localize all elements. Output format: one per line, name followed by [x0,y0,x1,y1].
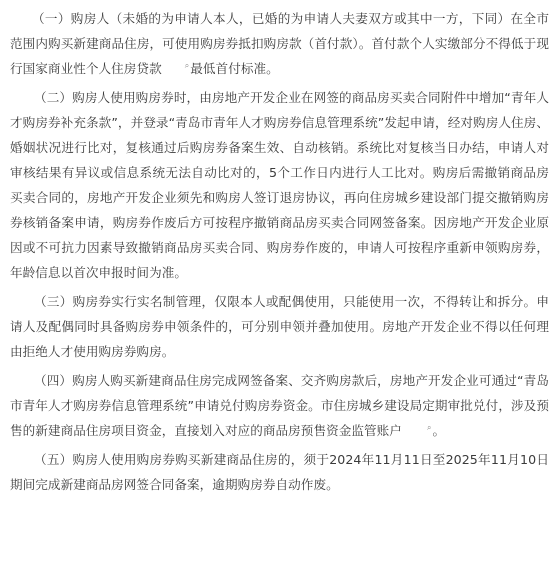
paragraph-1-text-end: 最低首付标准。 [190,61,279,76]
paragraph-1 [10,6,549,81]
paragraph-1-text: （一）购房人（未婚的为申请人本人，已婚的为申请人夫妻双方或其中一方，下同）在全市范围内购买新建商品住房，可使用购房券抵扣购房款（首付款）。首付款个人实缴部分不得低于现行国家商业性个人住房贷款 [10,11,549,76]
search-icon[interactable]: ⌕ [426,422,432,432]
paragraph-3: （三）购房券实行实名制管理，仅限本人或配偶使用，只能使用一次，不得转让和拆分。申请人及配偶同时具备购房券申领条件的，可分别申领并叠加使用。房地产开发企业不得以任何理由拒绝人才使用购房券购房。 [10,294,549,359]
paragraph-4-text-end: 。 [432,423,446,438]
paragraph-4-text: （四）购房人购买新建商品住房完成网签备案、交齐购房款后，房地产开发企业可通过“青岛市青年人才购房券信息管理系统”申请兑付购房券资金。市住房城乡建设局定期审批兑付，涉及预售的新建商品住房项目资金，直接划入对应的商品房预售资金监管账户 [10,373,549,438]
paragraph-4 [10,368,549,443]
paragraph-5: （五）购房人使用购房券购买新建商品住房的，须于2024年11月11日至2025年11月10日期间完成新建商品房网签合同备案，逾期购房券自动作废。 [10,452,549,492]
paragraph-2: （二）购房人使用购房券时，由房地产开发企业在网签的商品房买卖合同附件中增加“青年人才购房券补充条款”，并登录“青岛市青年人才购房券信息管理系统”发起申请，经对购房人住房、婚姻状况进行比对，复核通过后购房券备案生效、自动核销。系统比对复核当日办结，申请人对审核结果有异议或信息系统无法自动比对的，5个工作日内进行人工比对。购房后需撤销商品房买卖合同的，房地产开发企业须先和购房人签订退房协议，再向住房城乡建设部门提交撤销购房券核销备案申请，购房券作废后方可按程序撤销商品房买卖合同网签备案。因房地产开发企业原因或不可抗力因素导致撤销商品房买卖合同、购房券作废的，申请人可按程序重新申领购房券，年龄信息以首次申报时间为准。 [10,90,549,280]
search-icon[interactable]: ⌕ [184,60,190,70]
